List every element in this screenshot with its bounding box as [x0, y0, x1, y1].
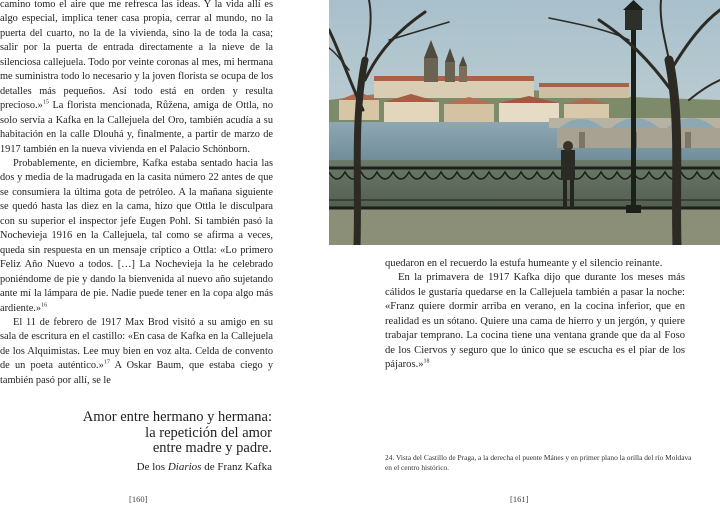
epigraph [40, 410, 272, 474]
text-run: En la primavera de 1917 Kafka dijo que durante los meses más cálidos le gustaría quedarse en la Callejuela también a pasar la noche: «Franz quiere dormir arriba en verano, en la cocina inferior, que en realidad es un sótano. Quiere una cama de hierro y un jergón, y quiere trabajar temprano. La cocina tiene una ventana grande que da al Foso de los Ciervos y seguro que lo único que se escucha es el piar de los pájaros.» [385, 272, 685, 371]
epigraph-line: entre madre y padre. [152, 440, 272, 457]
photo-caption: 24. Vista del Castillo de Praga, a la derecha el puente Mánes y en primer plano la orilla del río Moldava en el centro histórico. [385, 453, 692, 473]
right-page [360, 0, 720, 506]
paragraph [0, 316, 273, 388]
footnote-ref[interactable]: 16 [41, 302, 48, 309]
footnote-ref[interactable]: 17 [103, 359, 110, 366]
epigraph-source [40, 461, 272, 474]
left-body-text [0, 0, 273, 388]
text-run: La florista mencionada, Růžena, amiga de Ottla, no solo servía a Kafka en la Callejuela del Oro, también acudía a su habitación en la calle Dlouhá y, finalmente, a partir de marzo de 1917 también en la nueva vivienda en el Palacio Schönborn. [0, 100, 273, 155]
source-suffix: de Franz Kafka [201, 460, 272, 473]
paragraph [0, 0, 273, 157]
text-run: camino tomo el aire que me refresca las ideas. Y la vida allí es algo especial, implica tener casa propia, cerrar al mundo, no la puerta del cuarto, no la de la vivienda, sino la de toda la casa; salir por la puerta de entrada directamente a la nieve de la silenciosa callejuela. Todo por veinte coronas al mes, mi hermana me suministra todo lo necesario y la joven florista se ocupa de los detalles más pequeños. Así todo está en orden y resulta precioso.» [0, 0, 273, 112]
epigraph-line: Amor entre hermano y hermana: [82, 409, 272, 425]
footnote-ref[interactable]: 15 [42, 99, 49, 106]
paragraph: quedaron en el recuerdo la estufa humeante y el silencio reinante. [385, 258, 663, 269]
text-run: Probablemente, en diciembre, Kafka estaba sentado hacia las dos y media de la madrugada en la casita número 22 antes de que se consumiera la última gota de petróleo. A la mañana siguiente se quedó hasta las diez en la cama, hizo que Ottla le disculpara con su superior el inspector jefe Eugen Pohl. Si también pasó la Nochevieja 1916 en la Callejuela, tal como se afirma a veces, queda sin respuesta en un mensaje críptico a Ottla: «Lo primero Feliz Año Nuevo a todos. […] La Nochevieja la he celebrado poniéndome de pie y dando la bienvenida al nuevo año sujetando ante mí la lámpara de pie. Nadie puede tener en la copa algo más ardiente.» [0, 157, 273, 314]
page-number: [160] [129, 494, 148, 504]
pavement [329, 208, 720, 245]
source-title: Diarios [167, 460, 202, 473]
epigraph-line: la repetición del amor [145, 424, 272, 441]
text-run: El 11 de febrero de 1917 Max Brod visitó a su amigo en su sala de escritura en el castillo: «En casa de Kafka en la Callejuela de los Alquimistas. Lee muy bien en voz alta. Celda de convento de un poeta auténtico.» [0, 316, 273, 372]
photo-illustration [329, 0, 720, 245]
paragraph [0, 157, 273, 316]
footnote-ref[interactable]: 18 [423, 358, 430, 365]
text-run: A Oskar Baum, que estaba ciego y también pasó por allí, se le [0, 360, 274, 386]
castle-photo [329, 0, 720, 245]
paragraph [385, 271, 685, 372]
right-body-text [385, 257, 685, 373]
page-number: [161] [510, 494, 529, 504]
source-prefix: De los [136, 460, 168, 473]
